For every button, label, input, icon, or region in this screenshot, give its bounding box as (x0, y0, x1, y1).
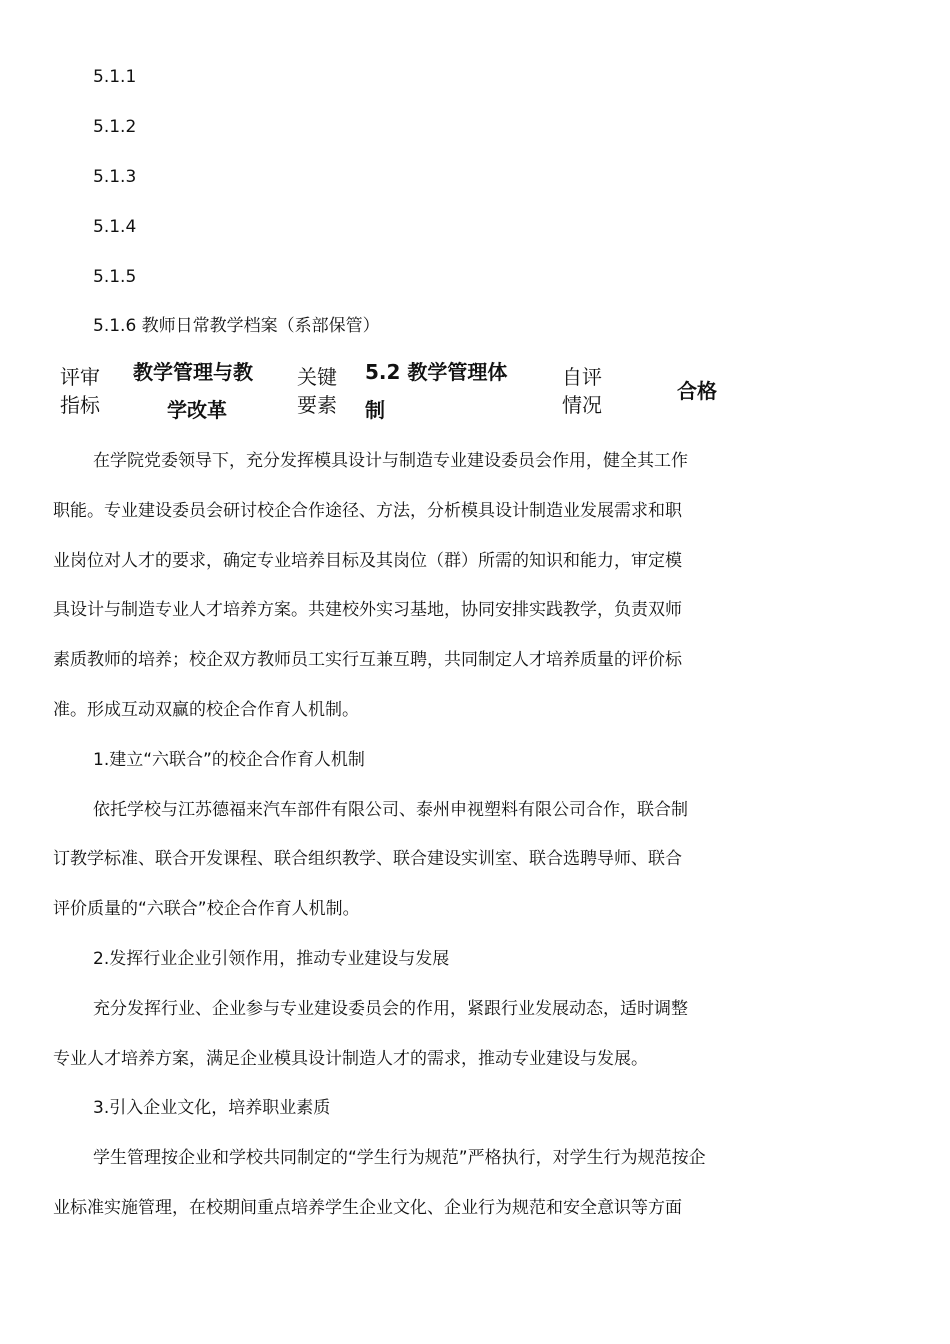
paragraph-line: 业标准实施管理，在校期间重点培养学生企业文化、企业行为规范和安全意识等方面 (53, 1197, 682, 1218)
paragraph-line: 订教学标准、联合开发课程、联合组织教学、联合建设实训室、联合选聘导师、联合 (53, 849, 682, 870)
list-item: 5.1.2 (93, 117, 137, 137)
paragraph-line: 素质教师的培养；校企双方教师员工实行互兼互聘，共同制定人才培养质量的评价标 (53, 650, 682, 671)
paragraph-line: 学生管理按企业和学校共同制定的“学生行为规范”严格执行，对学生行为规范按企 (93, 1148, 706, 1169)
body-text (53, 437, 773, 1234)
section-heading: 1.建立“六联合”的校企合作育人机制 (93, 749, 365, 770)
section-heading: 3.引入企业文化，培养职业素质 (93, 1098, 331, 1119)
paragraph-line: 依托学校与江苏德福来汽车部件有限公司、泰州申视塑料有限公司合作，联合制 (93, 799, 688, 820)
section-heading: 2.发挥行业企业引领作用，推动专业建设与发展 (93, 948, 450, 969)
list-item: 5.1.5 (93, 267, 137, 287)
list-item: 5.1.1 (93, 67, 137, 87)
header-label-self-eval: 自评 (562, 365, 602, 389)
paragraph-line: 评价质量的“六联合”校企合作育人机制。 (53, 899, 360, 920)
list-item: 5.1.4 (93, 217, 137, 237)
header-label-key-element: 关键 (297, 365, 337, 389)
header-label-self-eval: 情况 (562, 393, 602, 417)
list-item: 5.1.6 教师日常教学档案（系部保管） (93, 316, 380, 336)
paragraph-line: 具设计与制造专业人才培养方案。共建校外实习基地，协同安排实践教学，负责双师 (53, 600, 682, 621)
header-value-indicator: 教学管理与教 (133, 360, 253, 384)
header-value-indicator: 学改革 (167, 398, 227, 422)
paragraph-line: 在学院党委领导下，充分发挥模具设计与制造专业建设委员会作用，健全其工作 (93, 451, 688, 471)
list-item: 5.1.3 (93, 167, 137, 187)
header-value-self-eval: 合格 (677, 379, 717, 403)
header-value-key-element: 制 (365, 398, 385, 422)
header-value-key-element: 5.2 教学管理体 (365, 360, 508, 384)
paragraph-line: 充分发挥行业、企业参与专业建设委员会的作用，紧跟行业发展动态，适时调整 (93, 998, 688, 1019)
paragraph-line: 专业人才培养方案，满足企业模具设计制造人才的需求，推动专业建设与发展。 (53, 1048, 648, 1069)
paragraph-line: 业岗位对人才的要求，确定专业培养目标及其岗位（群）所需的知识和能力，审定模 (53, 550, 682, 571)
header-label-indicator: 指标 (60, 393, 100, 417)
paragraph-line: 准。形成互动双赢的校企合作育人机制。 (53, 699, 359, 720)
paragraph-line: 职能。专业建设委员会研讨校企合作途径、方法，分析模具设计制造业发展需求和职 (53, 500, 682, 521)
header-label-indicator: 评审 (60, 365, 100, 389)
header-label-key-element: 要素 (297, 393, 337, 417)
